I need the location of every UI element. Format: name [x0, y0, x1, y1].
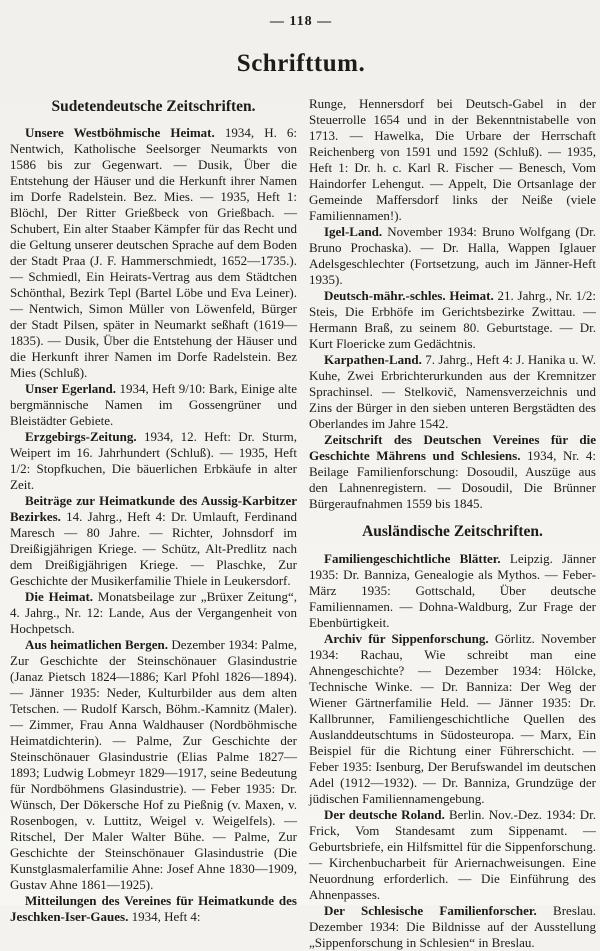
entry-text: 21. Jahrg., Nr. 1/2: Steis, Die Erbhöfe im Gerichtsbezirke Zwittau. — Hermann Braß, zu seinem 80. Geburtstage. — Dr. Kurt Floericke zum Gedächtnis.: [309, 288, 596, 351]
journal-entry: [309, 631, 596, 807]
journal-title: Mitteilungen des Vereines für Heimatkunde des Jeschken-Iser-Gaues.: [10, 893, 297, 924]
entry-text: 1934, Heft 4:: [131, 909, 201, 924]
entry-text: 1934, Heft 9/10: Bark, Einige alte bergmännische Namen im Gossengrüner und Bleistädter Gebiete.: [10, 381, 298, 428]
journal-title: Familiengeschichtliche Blätter.: [324, 551, 501, 566]
journal-entry: [309, 224, 596, 288]
journal-entry: [10, 493, 297, 589]
section-heading-sudetendeutsche: Sudetendeutsche Zeitschriften.: [51, 98, 256, 115]
journal-entry: [10, 125, 297, 381]
entry-text: Berlin. Nov.-Dez. 1934: Dr. Frick, Vom Standesamt zum Sippenamt. — Geburtsbriefe, ein Hilfsmittel für die Sippenforschung. — Kirchenbucharbeit für Ariernachweisungen. Eine Neuordnung erforderlich. — Die Einführung des Ahnenpasses.: [309, 807, 596, 902]
entry-text: November 1934: Bruno Wolfgang (Dr. Bruno Prochaska). — Dr. Halla, Wappen Iglauer Adelsgeschlechter (Fortsetzung, auch im Jänner-Heft 1935).: [309, 224, 597, 287]
journal-entry: [309, 352, 596, 432]
entry-text: 1934, Nr. 4: Beilage Familienforschung: Dosoudil, Auszüge aus den Lahnenregistern. — Dosoudil, Die Brünner Bürgeraufnahmen 1559 bis 1845.: [309, 448, 596, 511]
journal-entry: [10, 893, 297, 925]
entry-text: 1934, H. 6: Nentwich, Katholische Seelsorger Neumarkts von 1586 bis zur Gegenwart. — Dusik, Über die Entstehung der Häuser und die Herkunft ihrer Namen im Dorfe Radelstein. Bez. Mies. — 1935, Heft 1: Blöchl, Der Ritter Grießbeck von Grießbach. — Schubert, Ein alter Staaber Kämpfer für das Recht und die Geltung unserer deutschen Sprache auf dem Boden der Stadt Praa (J. F. Hammerschmiedt, 1652—1735.). — Schmiedl, Ein Heirats-Vertrag aus dem Städtchen Schönthal, Bezirk Tepl (Bartel Löbe und Eva Leiner). — Nentwich, Simon Müller von Löwenfeld, Bürger der Stadt Pilsen, später in Neumarkt seßhaft (1619—1835). — Dusik, Über die Entstehung der Häuser und die Herkunft ihrer Namen im Dorfe Radelstein. Bez Mies (Schluß).: [10, 125, 298, 380]
entry-text: 14. Jahrg., Heft 4: Dr. Umlauft, Ferdinand Maresch — 80 Jahre. — Richter, Johnsdorf im Dreißigjährigen Kriege. — Schütz, Alt-Predlitz nach dem Dreißigjährigen Kriege. — Plaschke, Zur Geschichte der Musikerfamilie Thiele in Leukersdorf.: [10, 509, 298, 588]
journal-title: Beiträge zur Heimatkunde des Aussig-Karbitzer Bezirkes.: [10, 493, 297, 524]
journal-entry: [309, 807, 596, 903]
journal-title: Der Schlesische Familienforscher.: [324, 903, 537, 918]
page-number: — 118 —: [269, 14, 333, 29]
journal-entry: [10, 637, 297, 893]
journal-entry: [309, 903, 596, 951]
journal-entry: [10, 381, 297, 429]
entry-text: Leipzig. Jänner 1935: Dr. Banniza, Genealogie als Mythos. — Feber-März 1935: Gottschald, Über deutsche Familiennamen. — Dohna-Waldburg, Zur Frage der Ebenbürtigkeit.: [309, 551, 596, 630]
journal-entry-continuation: [309, 96, 596, 224]
journal-title: Zeitschrift des Deutschen Vereines für die Geschichte Mährens und Schlesiens.: [309, 432, 596, 463]
journal-title: Der deutsche Roland.: [324, 807, 445, 822]
entry-text: Görlitz. November 1934: Rachau, Wie schreibt man eine Ahnengeschichte? — Dezember 1934: Hölcke, Technische Winke. — Dr. Banniza: Der Weg der Wiener Gärtnerfamilie Held. — Jänner 1935: Dr. Kallbrunner, Familiengeschichtliche Quellen des Auslanddeutschtums in Südosteuropa. — Marx, Ein Beispiel für die Richtung einer Führerschicht. — Feber 1935: Isenburg, Der Berufswandel im deutschen Adel (1912—1932). — Dr. Banniza, Grundzüge der jüdischen Familiennamengebung.: [309, 631, 596, 806]
entry-text: Runge, Hennersdorf bei Deutsch-Gabel in der Steuerrolle 1654 und in der Bekenntnistabelle von 1713. — Hawelka, Die Urbare der Herrschaft Reichenberg von 1591 und 1592 (Schluß). — 1935, Heft 1: Dr. h. c. Karl R. Fischer — Benesch, Vom Haindorfer Lehengut. — Appelt, Die Ortsanlage der Gemeinde Maffersdorf links der Neiße (viele Familiennamen!).: [309, 96, 596, 223]
entry-text: Monatsbeilage zur „Brüxer Zeitung“, 4. Jahrg., Nr. 12: Lande, Aus der Vergangenheit von Hochpetsch.: [10, 589, 297, 636]
journal-title: Unsere Westböhmische Heimat.: [25, 125, 215, 140]
entry-text: 7. Jahrg., Heft 4: J. Hanika u. W. Kuhe, Zwei Erbrichterurkunden aus der Kremnitzer Sprachinsel. — Stelkovič, Namensverzeichnis und Zins der Bürger in den sieben unteren Bergstädten des Oberlandes im Jahre 1542.: [309, 352, 597, 431]
journal-entry: [309, 551, 596, 631]
page-title: Schrifttum.: [236, 50, 366, 77]
entry-text: Dezember 1934: Palme, Zur Geschichte der Steinschönauer Glasindustrie (Janaz Pietsch 1824—1886; Karl Pfohl 1826—1894). — Jänner 1935: Neder, Kulturbilder aus dem alten Tetschen. — Rudolf Karsch, Böhm.-Kamnitz (Maler). — Zimmer, Frau Anna Waldhauser (Nordböhmische Heimatdichterin). — Palme, Zur Geschichte der Steinschönauer Glasindustrie (Elias Palme 1827—1893; Ludwig Lobmeyr 1829—1917, seine Bedeutung für Nordböhmens Glasindustrie). — Feber 1935: Dr. Wünsch, Der Dökersche Hof zu Pießnig (v. Maxen, v. Rosenbogen, v. Luttitz, Weigel v. Weigelfels). — Ritschel, Der Maler Walter Bühe. — Palme, Zur Geschichte der Steinschönauer Glasindustrie (Die Kunstglasmalerfamilie Ahne: Josef Ahne 1830—1909, Gustav Ahne 1861—1925).: [10, 637, 298, 892]
entry-text: Breslau. Dezember 1934: Die Bildnisse auf der Ausstellung „Sippenforschung in Schlesien“ in Breslau.: [309, 903, 597, 950]
entry-text: 1934, 12. Heft: Dr. Sturm, Weipert im 16. Jahrhundert (Schluß). — 1935, Heft 1/2: Stopfkuchen, Die bäuerlichen Erbkäufe in alter Zeit.: [10, 429, 297, 492]
journal-title: Unser Egerland.: [25, 381, 116, 396]
section-heading-auslaendische: Ausländische Zeitschriften.: [362, 523, 543, 540]
journal-title: Deutsch-mähr.-schles. Heimat.: [324, 288, 494, 303]
journal-title: Erzgebirgs-Zeitung.: [25, 429, 137, 444]
column-right: [309, 96, 596, 951]
journal-entry: [10, 589, 297, 637]
journal-title: Archiv für Sippenforschung.: [324, 631, 489, 646]
journal-entry: [309, 288, 596, 352]
journal-title: Karpathen-Land.: [324, 352, 422, 367]
column-left: [10, 96, 297, 951]
journal-title: Igel-Land.: [324, 224, 383, 239]
journal-title: Die Heimat.: [25, 589, 94, 604]
journal-title: Aus heimatlichen Bergen.: [25, 637, 168, 652]
journal-entry: [10, 429, 297, 493]
journal-entry: [309, 432, 596, 512]
two-column-layout: [10, 96, 597, 951]
